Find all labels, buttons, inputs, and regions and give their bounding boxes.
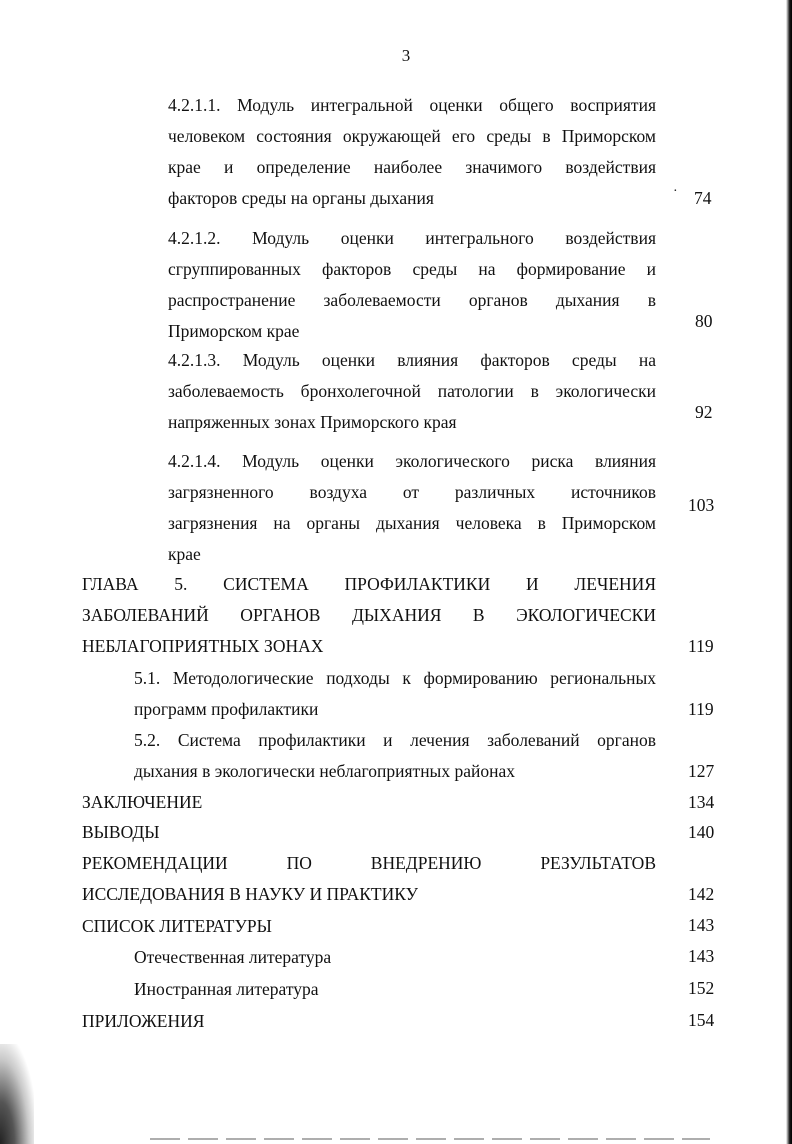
toc-page-number: 80 [695, 311, 713, 331]
toc-line: программ профилактики [134, 699, 319, 719]
toc-line: ПРИЛОЖЕНИЯ [82, 1011, 205, 1031]
toc-line: дыхания в экологически неблагоприятных районах [134, 761, 515, 781]
toc-line: 4.2.1.1. Модуль интегральной оценки общего восприятия [168, 95, 656, 115]
toc-page-number: 119 [688, 699, 714, 719]
toc-page-number: 142 [688, 884, 715, 904]
toc-page-number: 143 [688, 915, 715, 935]
toc-entry-findings [82, 817, 656, 848]
toc-entry-4-2-1-1 [168, 90, 656, 214]
toc-line: напряженных зонах Приморского края [168, 412, 457, 432]
toc-entry-5-1 [134, 663, 656, 725]
toc-page-number: 74 [694, 188, 712, 208]
toc-entry-domestic-literature [134, 942, 656, 973]
toc-entry-foreign-literature [134, 974, 656, 1005]
toc-page-number: 103 [688, 495, 715, 515]
toc-line: ЗАБОЛЕВАНИЙ ОРГАНОВ ДЫХАНИЯ В ЭКОЛОГИЧЕСКИ [82, 605, 656, 625]
scan-edge-shadow [786, 0, 792, 1144]
toc-line: сгруппированных факторов среды на формирование и [168, 259, 656, 279]
toc-page-number: 152 [688, 978, 715, 998]
toc-entry-conclusion [82, 787, 656, 818]
toc-line: СПИСОК ЛИТЕРАТУРЫ [82, 916, 272, 936]
toc-page-number: 127 [688, 761, 715, 781]
stray-dot: · [673, 184, 678, 199]
toc-entry-4-2-1-3 [168, 345, 656, 438]
toc-page-number: 154 [688, 1010, 715, 1030]
toc-line: Приморском крае [168, 321, 300, 341]
toc-line: загрязнения на органы дыхания человека в Приморском [168, 513, 656, 533]
toc-line: загрязненного воздуха от различных источников [168, 482, 656, 502]
toc-line: НЕБЛАГОПРИЯТНЫХ ЗОНАХ [82, 636, 324, 656]
toc-entry-chapter-5 [82, 569, 656, 662]
toc-line: факторов среды на органы дыхания [168, 188, 434, 208]
toc-entry-5-2 [134, 725, 656, 787]
toc-line: заболеваемость бронхолегочной патологии в экологически [168, 381, 656, 401]
toc-page-number: 143 [688, 946, 715, 966]
scan-bottom-line [150, 1138, 710, 1140]
toc-line: 4.2.1.3. Модуль оценки влияния факторов среды на [168, 350, 656, 370]
scan-corner-smudge [0, 1044, 34, 1144]
toc-line: Отечественная литература [134, 947, 332, 967]
toc-page-number: 134 [688, 792, 715, 812]
toc-line: 5.2. Система профилактики и лечения заболеваний органов [134, 730, 656, 750]
toc-entry-recommendations [82, 848, 656, 910]
toc-line: РЕКОМЕНДАЦИИ ПО ВНЕДРЕНИЮ РЕЗУЛЬТАТОВ [82, 853, 656, 873]
toc-entry-appendices [82, 1006, 656, 1037]
toc-entry-bibliography [82, 911, 656, 942]
toc-line: ГЛАВА 5. СИСТЕМА ПРОФИЛАКТИКИ И ЛЕЧЕНИЯ [82, 574, 656, 594]
toc-line: ВЫВОДЫ [82, 822, 160, 842]
toc-entry-4-2-1-4 [168, 446, 656, 570]
toc-line: ЗАКЛЮЧЕНИЕ [82, 792, 203, 812]
toc-line: Иностранная литература [134, 979, 319, 999]
toc-line: крае [168, 544, 201, 564]
toc-line: 4.2.1.4. Модуль оценки экологического риска влияния [168, 451, 656, 471]
toc-line: 4.2.1.2. Модуль оценки интегрального воздействия [168, 228, 656, 248]
toc-line: ИССЛЕДОВАНИЯ В НАУКУ И ПРАКТИКУ [82, 884, 418, 904]
toc-line: человеком состояния окружающей его среды в Приморском [168, 126, 656, 146]
toc-line: 5.1. Методологические подходы к формированию региональных [134, 668, 656, 688]
toc-page-number: 92 [695, 402, 713, 422]
toc-page-number: 140 [688, 822, 715, 842]
toc-entry-4-2-1-2 [168, 223, 656, 347]
toc-line: распространение заболеваемости органов дыхания в [168, 290, 656, 310]
toc-line: крае и определение наиболее значимого воздействия [168, 157, 656, 177]
toc-page-number: 119 [688, 636, 714, 656]
page-number: 3 [401, 46, 411, 65]
